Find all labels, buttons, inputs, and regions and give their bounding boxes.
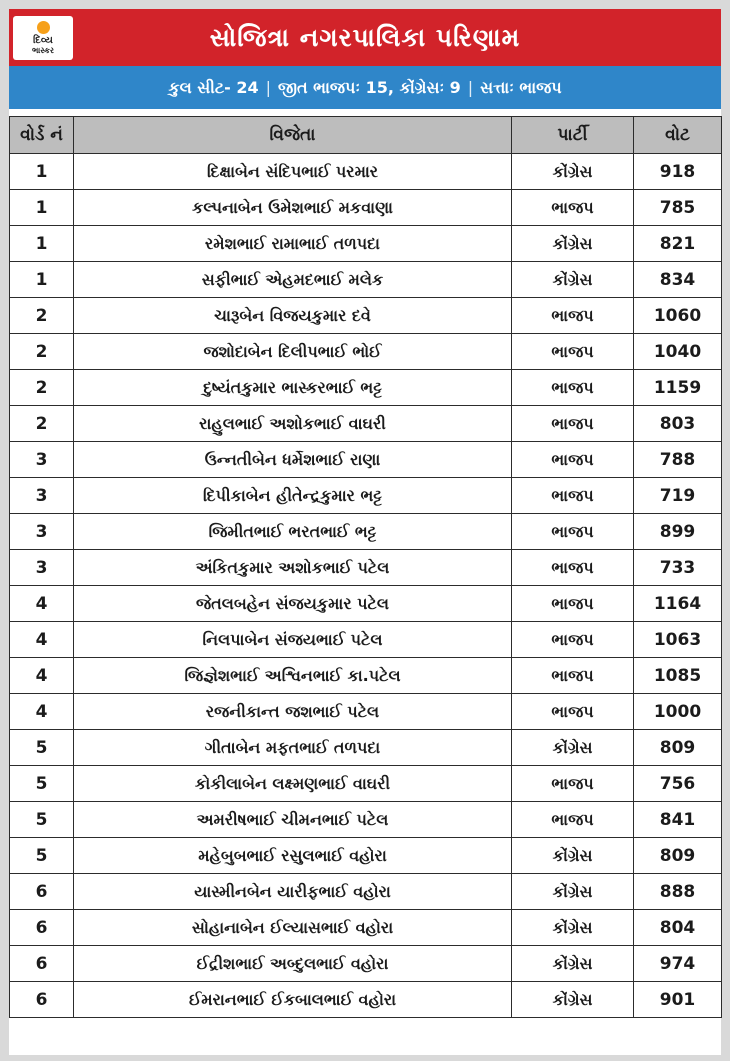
table-row [10,730,722,766]
table-row [10,586,722,622]
table-row [10,262,722,298]
table-row [10,442,722,478]
summary-bar [9,66,721,109]
party-cell: ભાજપ [512,514,634,550]
votes-cell: 888 [634,874,722,910]
table-row [10,406,722,442]
party-cell: કોંગ્રેસ [512,262,634,298]
party-cell: ભાજપ [512,766,634,802]
table-row [10,514,722,550]
winner-cell: દિપીકાબેન હીતેન્દ્રકુમાર ભટ્ટ [74,478,512,514]
table-row [10,802,722,838]
winner-cell: નિલપાબેન સંજયભાઈ પટેલ [74,622,512,658]
party-cell: ભાજપ [512,658,634,694]
winner-cell: જિમીતભાઈ ભરતભાઈ ભટ્ટ [74,514,512,550]
winner-cell: અમરીષભાઈ ચીમનભાઈ પટેલ [74,802,512,838]
winner-cell: જશોદાબેન દિલીપભાઈ ભોઈ [74,334,512,370]
ward-cell: 1 [10,226,74,262]
title-bar [9,9,721,66]
party-cell: ભાજપ [512,190,634,226]
winner-cell: રાહુલભાઈ અશોકભાઈ વાઘરી [74,406,512,442]
votes-cell: 899 [634,514,722,550]
table-header-row [10,117,722,154]
party-cell: કોંગ્રેસ [512,730,634,766]
ward-cell: 3 [10,550,74,586]
party-cell: ભાજપ [512,370,634,406]
ward-cell: 6 [10,982,74,1018]
winner-cell: કલ્પનાબેન ઉમેશભાઈ મકવાણા [74,190,512,226]
brand-name-line2: ભાસ્કર [31,45,55,55]
winner-cell: જિજ્ઞેશભાઈ અશ્વિનભાઈ કા.પટેલ [74,658,512,694]
party-cell: કોંગ્રેસ [512,154,634,190]
votes-cell: 733 [634,550,722,586]
winner-cell: સફીભાઈ એહમદભાઈ મલેક [74,262,512,298]
party-cell: ભાજપ [512,622,634,658]
ward-cell: 1 [10,262,74,298]
party-cell: કોંગ્રેસ [512,946,634,982]
winner-cell: જેતલબહેન સંજયકુમાર પટેલ [74,586,512,622]
ward-cell: 4 [10,694,74,730]
ward-cell: 1 [10,154,74,190]
ward-cell: 2 [10,334,74,370]
party-cell: ભાજપ [512,442,634,478]
votes-cell: 821 [634,226,722,262]
brand-logo [13,16,73,60]
table-row [10,478,722,514]
winner-cell: સોહાનાબેન ઈલ્યાસભાઈ વહોરા [74,910,512,946]
winner-cell: ઈદ્રીશભાઈ અબ્દુલભાઈ વહોરા [74,946,512,982]
ward-cell: 5 [10,730,74,766]
header-party: પાર્ટી [512,117,634,154]
ward-cell: 6 [10,874,74,910]
table-row [10,154,722,190]
party-cell: ભાજપ [512,334,634,370]
party-cell: ભાજપ [512,802,634,838]
ward-cell: 4 [10,658,74,694]
winner-cell: ઈમરાનભાઈ ઈકબાલભાઈ વહોરા [74,982,512,1018]
winner-cell: ચારૂબેન વિજયકુમાર દવે [74,298,512,334]
votes-cell: 788 [634,442,722,478]
page-title: સોજિત્રા નગરપાલિકા પરિણામ [209,22,521,52]
party-cell: ભાજપ [512,406,634,442]
winner-cell: મહેબુબભાઈ રસુલભાઈ વહોરા [74,838,512,874]
separator: | [265,78,272,97]
brand-name-line1: દિવ્ય [33,34,53,46]
votes-cell: 901 [634,982,722,1018]
winner-cell: ઉન્નતીબેન ધર્મેશભાઈ રાણા [74,442,512,478]
ward-cell: 6 [10,946,74,982]
ruling-party: સત્તાઃ ભાજપ [480,77,562,97]
winner-cell: યાસ્મીનબેન યારીફભાઈ વહોરા [74,874,512,910]
seats-won: જીત ભાજપઃ 15, કોંગ્રેસઃ 9 [278,77,461,97]
ward-cell: 5 [10,838,74,874]
table-row [10,190,722,226]
table-row [10,370,722,406]
ward-cell: 4 [10,586,74,622]
party-cell: ભાજપ [512,550,634,586]
winner-cell: ગીતાબેન મફતભાઈ તળપદા [74,730,512,766]
table-row [10,550,722,586]
votes-cell: 719 [634,478,722,514]
ward-cell: 2 [10,406,74,442]
table-row [10,946,722,982]
table-row [10,874,722,910]
ward-cell: 2 [10,298,74,334]
winner-cell: અંકિતકુમાર અશોકભાઈ પટેલ [74,550,512,586]
ward-cell: 3 [10,442,74,478]
votes-cell: 1085 [634,658,722,694]
party-cell: કોંગ્રેસ [512,982,634,1018]
table-row [10,226,722,262]
table-row [10,694,722,730]
votes-cell: 841 [634,802,722,838]
table-row [10,982,722,1018]
ward-cell: 3 [10,514,74,550]
votes-cell: 918 [634,154,722,190]
party-cell: કોંગ્રેસ [512,838,634,874]
winner-cell: દુષ્યંતકુમાર ભાસ્કરભાઈ ભટ્ટ [74,370,512,406]
winner-cell: રમેશભાઈ રામાભાઈ તળપદા [74,226,512,262]
table-row [10,334,722,370]
votes-cell: 809 [634,838,722,874]
results-card [9,9,721,1055]
ward-cell: 5 [10,802,74,838]
party-cell: ભાજપ [512,478,634,514]
winner-cell: દિક્ષાબેન સંદિપભાઈ પરમાર [74,154,512,190]
table-row [10,766,722,802]
table-row [10,838,722,874]
party-cell: ભાજપ [512,586,634,622]
table-row [10,658,722,694]
table-row [10,622,722,658]
votes-cell: 1063 [634,622,722,658]
ward-cell: 3 [10,478,74,514]
ward-cell: 5 [10,766,74,802]
votes-cell: 803 [634,406,722,442]
party-cell: કોંગ્રેસ [512,910,634,946]
votes-cell: 834 [634,262,722,298]
party-cell: કોંગ્રેસ [512,226,634,262]
winner-cell: કોકીલાબેન લક્ષ્મણભાઈ વાઘરી [74,766,512,802]
votes-cell: 1060 [634,298,722,334]
votes-cell: 1000 [634,694,722,730]
votes-cell: 804 [634,910,722,946]
votes-cell: 1159 [634,370,722,406]
results-table [9,116,722,1018]
total-seats: કુલ સીટ- 24 [168,77,259,97]
party-cell: ભાજપ [512,694,634,730]
votes-cell: 1040 [634,334,722,370]
ward-cell: 1 [10,190,74,226]
separator: | [467,78,474,97]
votes-cell: 974 [634,946,722,982]
ward-cell: 6 [10,910,74,946]
table-row [10,910,722,946]
sun-icon [37,21,50,34]
votes-cell: 1164 [634,586,722,622]
header-winner: વિજેતા [74,117,512,154]
party-cell: ભાજપ [512,298,634,334]
table-row [10,298,722,334]
votes-cell: 809 [634,730,722,766]
table-body [10,154,722,1018]
ward-cell: 2 [10,370,74,406]
ward-cell: 4 [10,622,74,658]
votes-cell: 756 [634,766,722,802]
header-votes: વોટ [634,117,722,154]
winner-cell: રજનીકાન્ત જશભાઈ પટેલ [74,694,512,730]
party-cell: કોંગ્રેસ [512,874,634,910]
header-ward: વોર્ડ નં [10,117,74,154]
votes-cell: 785 [634,190,722,226]
